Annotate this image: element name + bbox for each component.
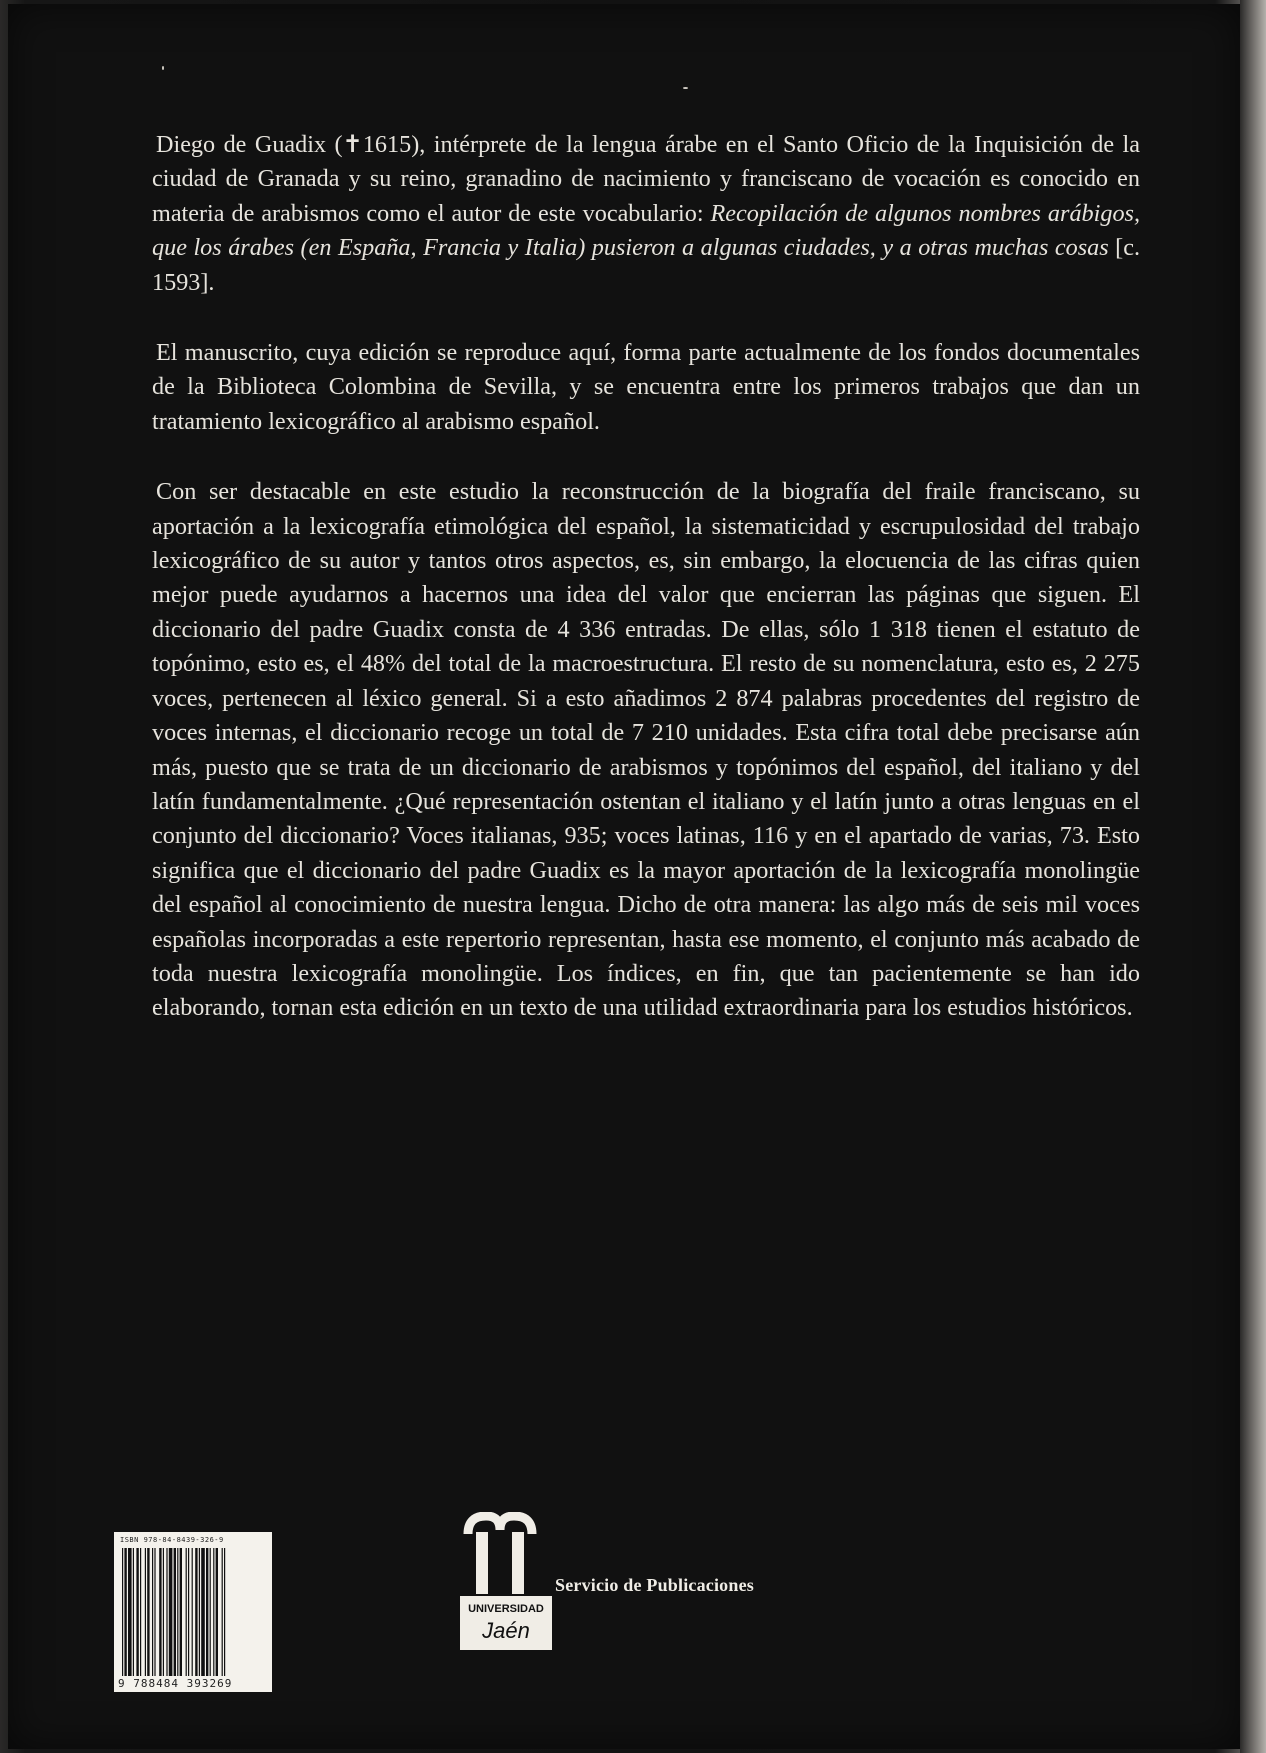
isbn-label: ISBN 978-84-8439-326-9 — [120, 1536, 224, 1544]
barcode-bar — [188, 1548, 189, 1676]
barcode-bar — [186, 1548, 187, 1676]
barcode-bar — [163, 1548, 164, 1676]
blurb-paragraph-1-intro: Diego de Guadix (✝1615), intérprete de la lengua árabe en el Santo Oficio de la Inquisición de la ciudad de Granada y su reino, granadino de nacimiento y franciscano de vocación es conocido en materia de arabismos como el autor de este vocabulario: — [152, 131, 1140, 227]
barcode-bar — [154, 1548, 155, 1676]
blurb-paragraph-3: Con ser destacable en este estudio la reconstrucción de la biografía del fraile franciscano, su aportación a la lexicografía etimológica del español, la sistematicidad y escrupulosidad del trabajo lexicográfico de su autor y tantos otros aspectos, es, sin embargo, la elocuencia de las cifras quien mejor puede ayudarnos a hacernos una idea del valor que encierran las páginas que siguen. El diccionario del padre Guadix consta de 4 336 entradas. De ellas, sólo 1 318 tienen el estatuto de topónimo, esto es, el 48% del total de la macroestructura. El resto de su nomenclatura, esto es, 2 275 voces, pertenecen al léxico general. Si a esto añadimos 2 874 palabras procedentes del registro de voces internas, el diccionario recoge un total de 7 210 unidades. Esta cifra total debe precisarse aún más, puesto que se trata de un diccionario de arabismos y topónimos del español, del italiano y del latín fundamentalmente. ¿Qué representación ostentan el italiano y el latín junto a otras lenguas en el conjunto del diccionario? Voces italianas, 935; voces latinas, 116 y en el apartado de varias, 73. Esto significa que el diccionario del padre Guadix es la mayor aportación de la lexicografía monolingüe del español al conocimiento de nuestra lengua. Dicho de otra manera: las algo más de seis mil voces españolas incorporadas a este repertorio representan, hasta ese momento, el conjunto más acabado de toda nuestra lexicografía monolingüe. Los índices, en fin, que tan pacientemente se han ido elaborando, tornan esta edición en un texto de una utilidad extraordinaria para los estudios históricos. — [152, 478, 1140, 1022]
barcode-bar — [152, 1548, 153, 1676]
blurb-paragraph-1-date: [c. 1593]. — [152, 234, 1140, 296]
logo-university-label: UNIVERSIDAD — [468, 1603, 544, 1615]
back-cover-blurb — [152, 128, 1140, 1062]
barcode-bar — [140, 1548, 141, 1676]
barcode-bar — [224, 1548, 225, 1676]
university-jaen-logo-icon — [460, 1512, 554, 1652]
barcode-bar — [222, 1548, 223, 1676]
dust-speck — [162, 66, 164, 70]
barcode-bar — [174, 1548, 176, 1676]
barcode-bar — [128, 1548, 132, 1676]
logo-city-label: Jaén — [482, 1618, 530, 1643]
barcode-bar — [199, 1548, 200, 1676]
barcode-bar — [213, 1548, 214, 1676]
publisher-name: Servicio de Publicaciones — [555, 1575, 754, 1595]
barcode-bars — [120, 1548, 266, 1676]
barcode-bar — [177, 1548, 178, 1676]
book-title-italic: Recopilación de algunos nombres arábigos, que los árabes (en España, Francia y Italia) pusieron a algunas ciudades, y a otras muchas cosas — [152, 199, 1140, 262]
barcode-bar — [180, 1548, 182, 1676]
barcode-bar — [192, 1548, 193, 1676]
book-spine-edge — [1240, 0, 1266, 1753]
barcode-bar — [195, 1548, 197, 1676]
barcode-bar — [166, 1548, 167, 1676]
barcode-bar — [136, 1548, 138, 1676]
blurb-paragraph-2: El manuscrito, cuya edición se reproduce aquí, forma parte actualmente de los fondos documentales de la Biblioteca Colombina de Sevilla, y se encuentra entre los primeros trabajos que dan un tratamiento lexicográfico al arabismo español. — [152, 339, 1140, 435]
barcode-bar — [159, 1548, 161, 1676]
blurb-paragraph-1 — [152, 128, 1140, 300]
barcode-bar — [201, 1548, 205, 1676]
barcode-digits: 9 788484 393269 — [118, 1677, 233, 1690]
barcode-bar — [210, 1548, 211, 1676]
dust-speck — [683, 87, 688, 89]
barcode-bar — [169, 1548, 173, 1676]
barcode-bar — [145, 1548, 146, 1676]
barcode-bar — [124, 1548, 126, 1676]
barcode-bar — [133, 1548, 134, 1676]
isbn-barcode — [114, 1532, 272, 1692]
barcode-bar — [216, 1548, 218, 1676]
barcode-bar — [147, 1548, 149, 1676]
barcode-bar — [206, 1548, 208, 1676]
barcode-bar — [122, 1548, 123, 1676]
